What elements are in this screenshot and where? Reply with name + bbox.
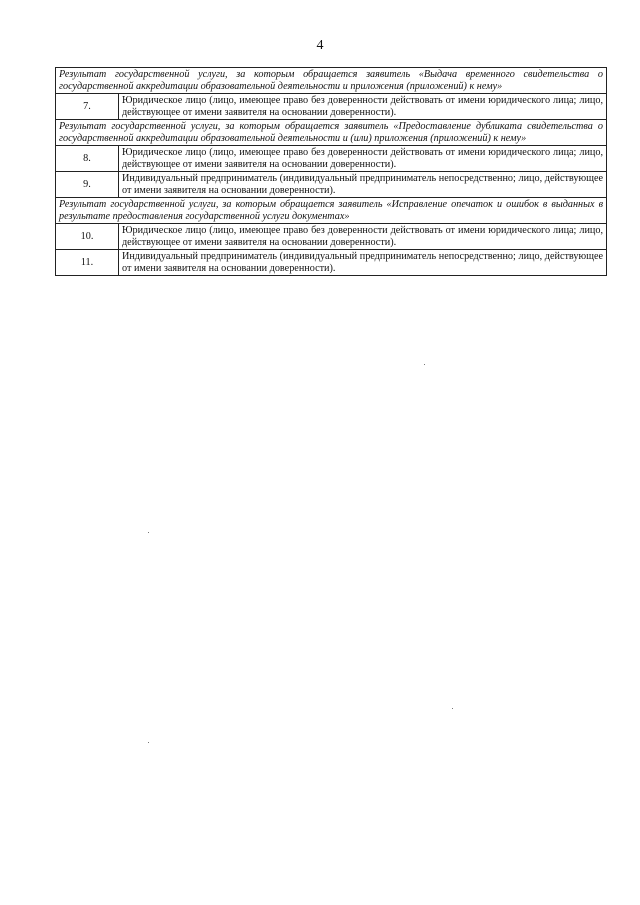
row-number: 7. (56, 94, 119, 120)
scan-speck (148, 532, 149, 533)
row-text: Индивидуальный предприниматель (индивидуальный предприниматель непосредственно; лицо, действующее от имени заявителя на основании доверенности). (119, 250, 607, 276)
section-title: Результат государственной услуги, за которым обращается заявитель «Исправление опечаток и ошибок в выданных в результате предоставления государственной услуги документах» (56, 198, 607, 224)
applicant-categories-table (55, 67, 607, 276)
table-row (56, 224, 607, 250)
table-row (56, 94, 607, 120)
row-text: Юридическое лицо (лицо, имеющее право без доверенности действовать от имени юридического лица; лицо, действующее от имени заявителя на основании доверенности). (119, 146, 607, 172)
scan-speck (424, 364, 425, 365)
table-row (56, 146, 607, 172)
row-text: Юридическое лицо (лицо, имеющее право без доверенности действовать от имени юридического лица; лицо, действующее от имени заявителя на основании доверенности). (119, 94, 607, 120)
section-header-row (56, 198, 607, 224)
section-title: Результат государственной услуги, за которым обращается заявитель «Выдача временного свидетельства о государственной аккредитации образовательной деятельности и приложения (приложений) к нему» (56, 68, 607, 94)
scan-speck (452, 708, 453, 709)
section-title: Результат государственной услуги, за которым обращается заявитель «Предоставление дубликата свидетельства о государственной аккредитации образовательной деятельности и (или) приложения (приложений) к нему» (56, 120, 607, 146)
row-text: Юридическое лицо (лицо, имеющее право без доверенности действовать от имени юридического лица; лицо, действующее от имени заявителя на основании доверенности). (119, 224, 607, 250)
row-number: 9. (56, 172, 119, 198)
section-header-row (56, 120, 607, 146)
page-number: 4 (316, 38, 324, 53)
row-number: 11. (56, 250, 119, 276)
table-row (56, 250, 607, 276)
table-row (56, 172, 607, 198)
scan-speck (148, 742, 149, 743)
section-header-row (56, 68, 607, 94)
row-text: Индивидуальный предприниматель (индивидуальный предприниматель непосредственно; лицо, действующее от имени заявителя на основании доверенности). (119, 172, 607, 198)
row-number: 8. (56, 146, 119, 172)
row-number: 10. (56, 224, 119, 250)
